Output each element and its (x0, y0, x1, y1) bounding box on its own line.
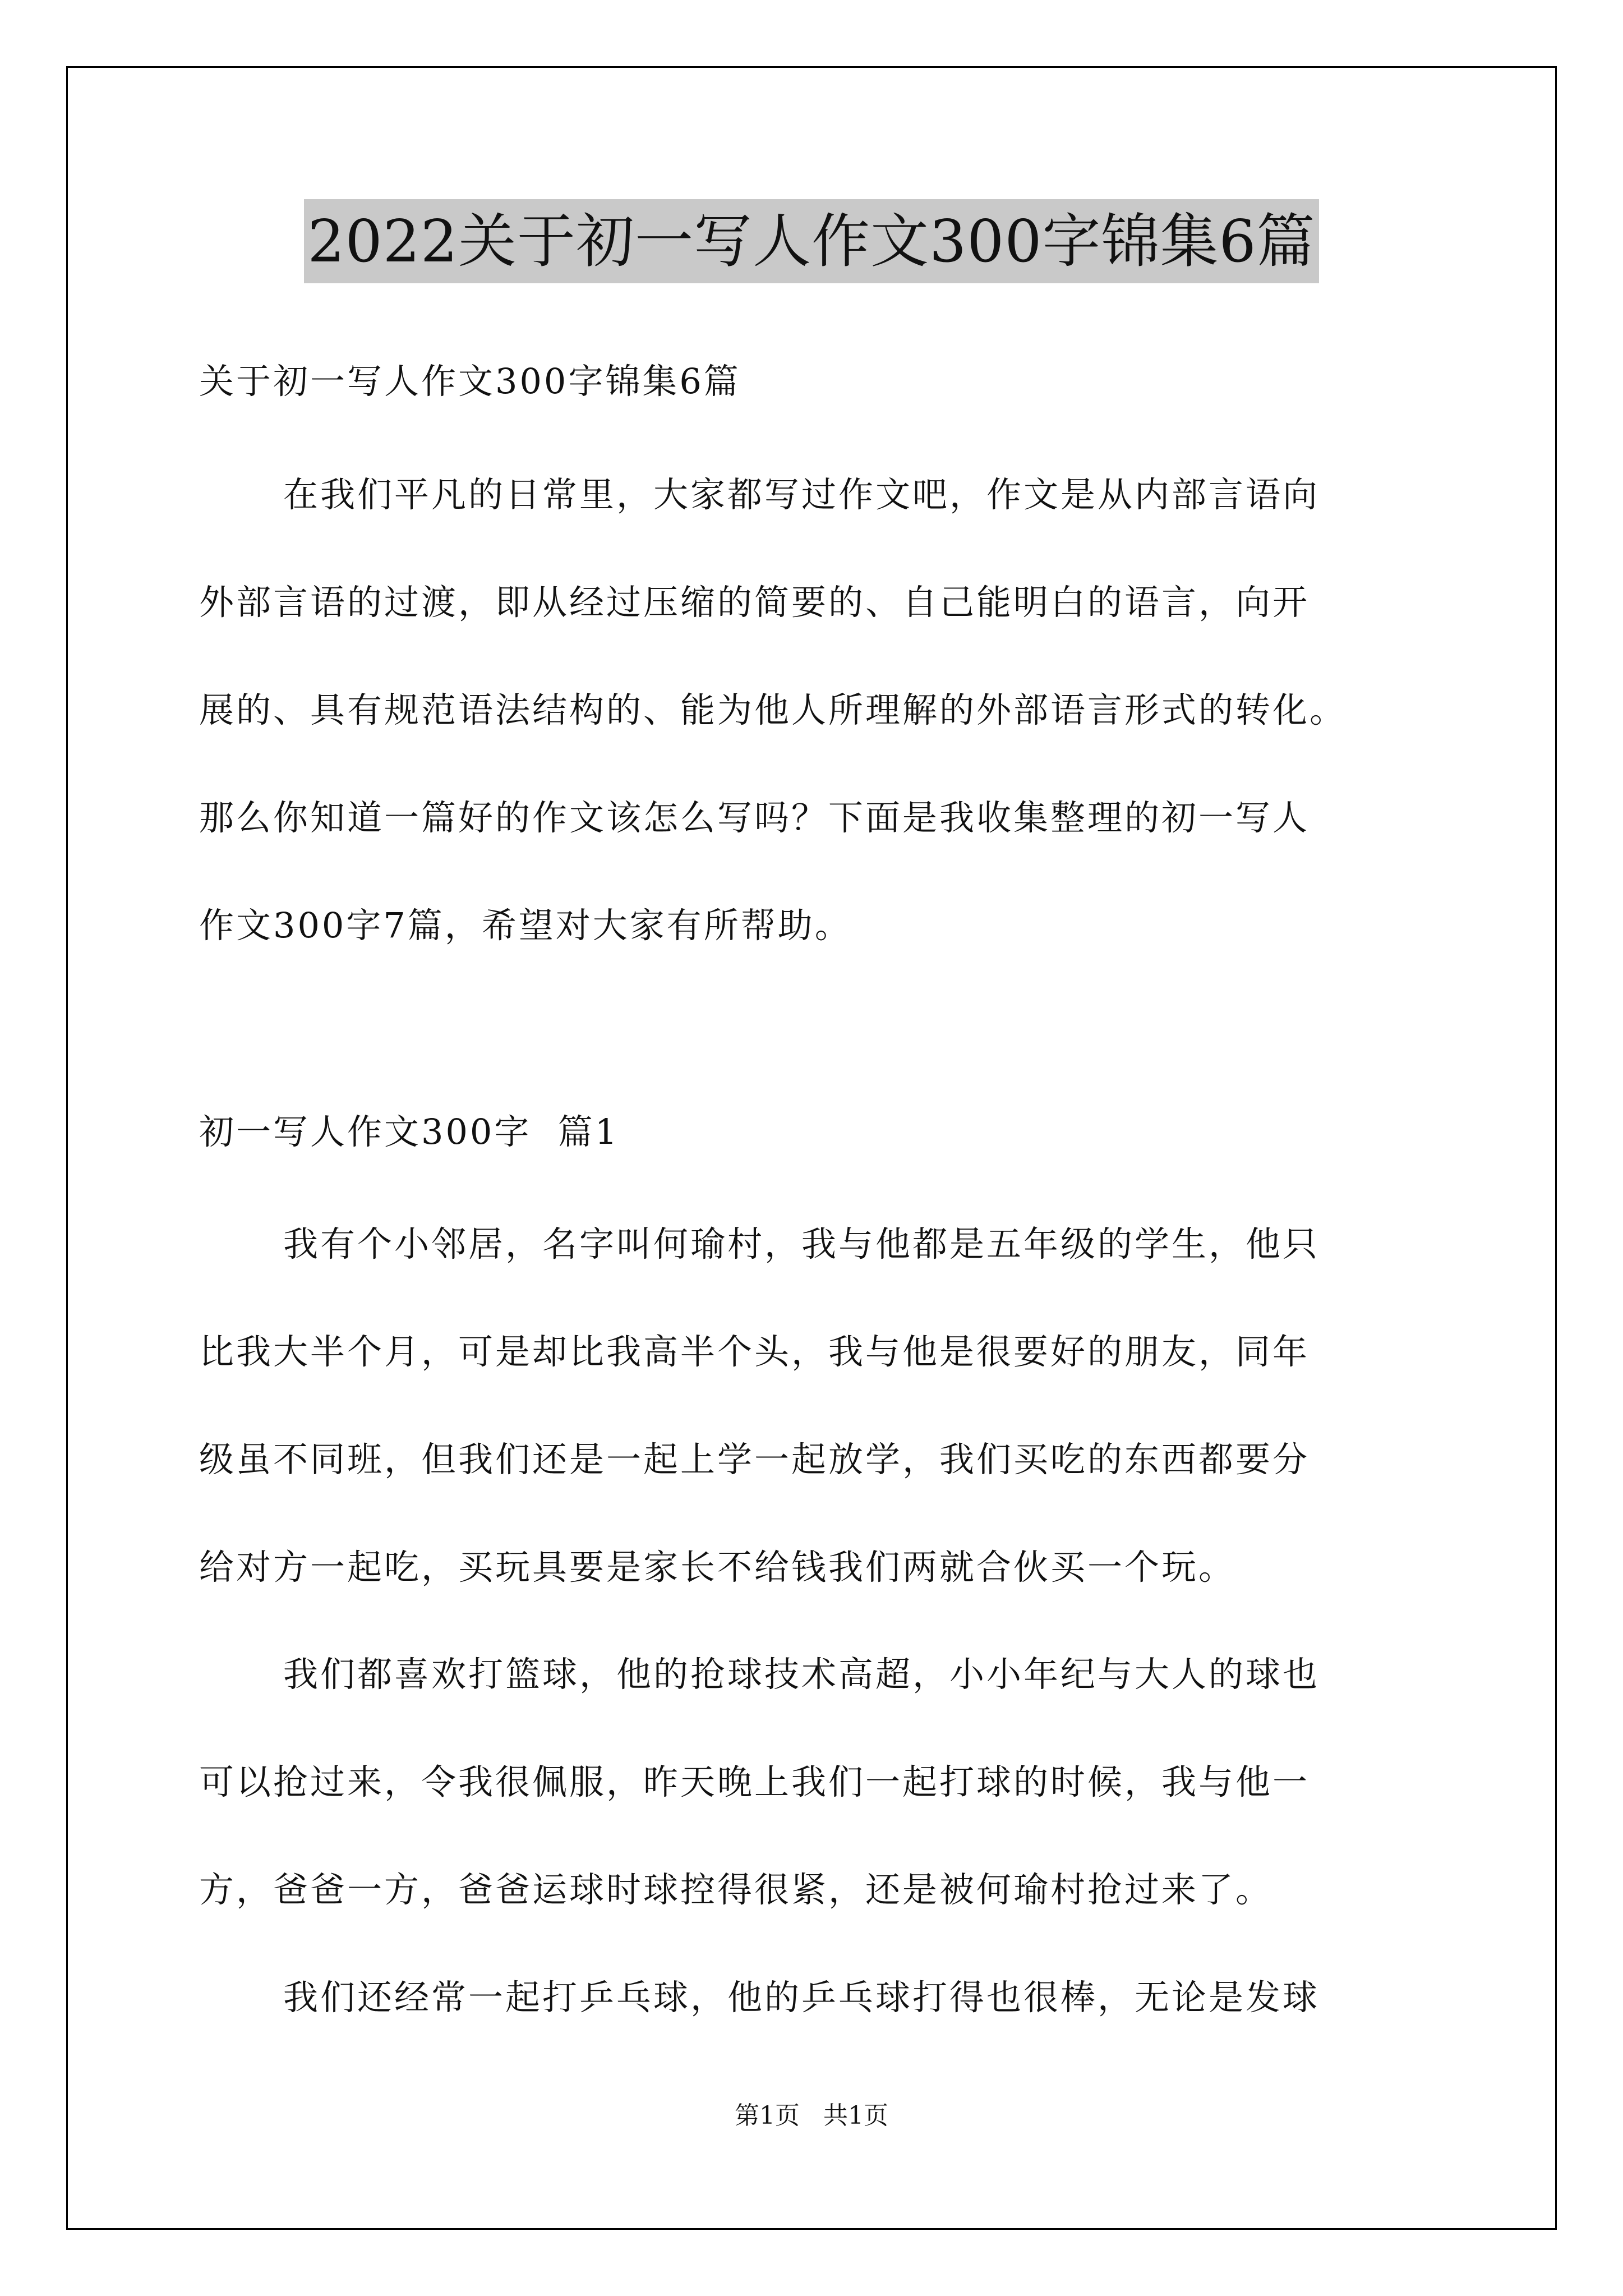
paragraph-line: 给对方一起吃，买玩具要是家长不给钱我们两就合伙买一个玩。 (199, 1547, 1236, 1588)
intro-line: 在我们平凡的日常里，大家都写过作文吧，作文是从内部言语向 (283, 474, 1320, 515)
intro-line: 外部言语的过渡，即从经过压缩的简要的、自己能明白的语言，向开 (199, 582, 1310, 623)
intro-line: 那么你知道一篇好的作文该怎么写吗？下面是我收集整理的初一写人 (199, 797, 1310, 838)
title-block (0, 199, 1623, 283)
section-heading: 初一写人作文300字 篇1 (199, 1111, 620, 1152)
intro-line: 作文300字7篇，希望对大家有所帮助。 (199, 905, 852, 946)
intro-line: 展的、具有规范语法结构的、能为他人所理解的外部语言形式的转化。 (199, 689, 1347, 730)
paragraph-line: 我有个小邻居，名字叫何瑜村，我与他都是五年级的学生，他只 (283, 1223, 1320, 1264)
paragraph-line: 方，爸爸一方，爸爸运球时球控得很紧，还是被何瑜村抢过来了。 (199, 1869, 1273, 1910)
document-title: 2022关于初一写人作文300字锦集6篇 (304, 199, 1318, 283)
document-subtitle: 关于初一写人作文300字锦集6篇 (199, 361, 741, 402)
paragraph-line: 可以抢过来，令我很佩服，昨天晚上我们一起打球的时候，我与他一 (199, 1761, 1310, 1802)
page-footer: 第1页 共1页 (735, 2101, 888, 2130)
paragraph-line: 我们还经常一起打乒乓球，他的乒乓球打得也很棒，无论是发球 (283, 1977, 1320, 2018)
paragraph-line: 我们都喜欢打篮球，他的抢球技术高超，小小年纪与大人的球也 (283, 1654, 1320, 1695)
paragraph-line: 比我大半个月，可是却比我高半个头，我与他是很要好的朋友，同年 (199, 1331, 1310, 1372)
paragraph-line: 级虽不同班，但我们还是一起上学一起放学，我们买吃的东西都要分 (199, 1439, 1310, 1480)
